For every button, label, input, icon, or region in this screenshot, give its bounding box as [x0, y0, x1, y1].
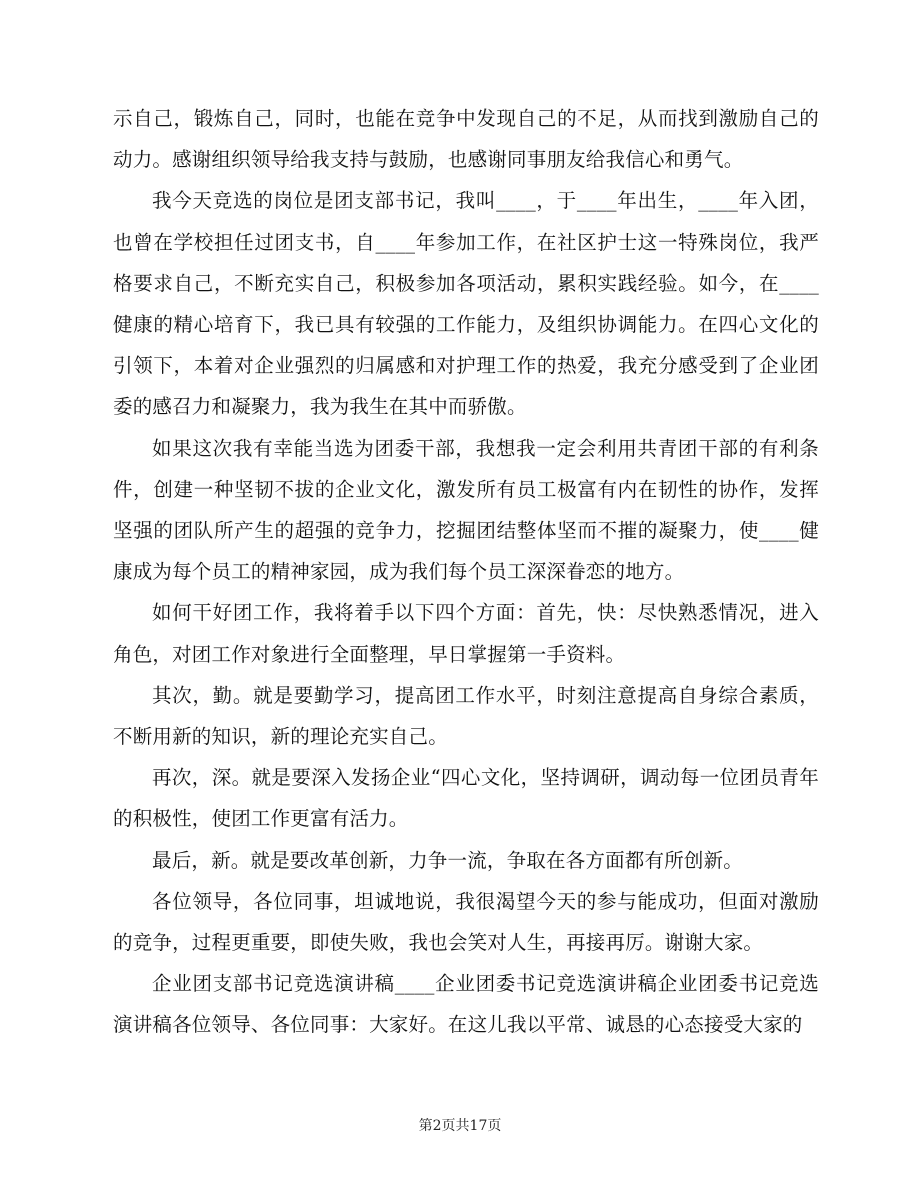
paragraph-7: 最后，新。就是要改革创新，力争一流，争取在各方面都有所创新。 — [152, 848, 744, 872]
document-body — [113, 98, 819, 1046]
page-number-footer: 第2页共17页 — [418, 1118, 502, 1134]
paragraph-3: 如果这次我有幸能当选为团委干部，我想我一定会利用共青团干部的有利条件，创建一种坚韧不拔的企业文化，激发所有员工极富有内在韧性的协作，发挥坚强的团队所产生的超强的竞争力，挖掘团结整体坚而不摧的凝聚力，使____健康成为每个员工的精神家园，成为我们每个员工深深眷恋的地方。 — [113, 436, 819, 584]
paragraph-4: 如何干好团工作，我将着手以下四个方面：首先，快：尽快熟悉情况，进入角色，对团工作对象进行全面整理，早日掌握第一手资料。 — [113, 601, 819, 666]
paragraph-2: 我今天竞选的岗位是团支部书记，我叫____，于____年出生，____年入团，也曾在学校担任过团支书，自____年参加工作，在社区护士这一特殊岗位，我严格要求自己，不断充实自己，积极参加各项活动，累积实践经验。如今，在____健康的精心培育下，我已具有较强的工作能力，及组织协调能力。在四心文化的引领下，本着对企业强烈的归属感和对护理工作的热爱，我充分感受到了企业团委的感召力和凝聚力，我为我生在其中而骄傲。 — [113, 189, 819, 419]
paragraph-8: 各位领导，各位同事，坦诚地说，我很渴望今天的参与能成功，但面对激励的竞争，过程更重要，即使失败，我也会笑对人生，再接再厉。谢谢大家。 — [113, 889, 819, 955]
paragraph-1: 示自己，锻炼自己，同时，也能在竞争中发现自己的不足，从而找到激励自己的动力。感谢组织领导给我支持与鼓励，也感谢同事朋友给我信心和勇气。 — [113, 107, 819, 172]
paragraph-9: 企业团支部书记竞选演讲稿____企业团委书记竞选演讲稿企业团委书记竞选演讲稿各位领导、各位同事：大家好。在这儿我以平常、诚恳的心态接受大家的 — [113, 972, 819, 1037]
paragraph-6: 再次，深。就是要深入发扬企业“四心文化，坚持调研，调动每一位团员青年的积极性，使团工作更富有活力。 — [113, 766, 819, 831]
paragraph-5: 其次，勤。就是要勤学习，提高团工作水平，时刻注意提高自身综合素质，不断用新的知识，新的理论充实自己。 — [113, 683, 819, 749]
